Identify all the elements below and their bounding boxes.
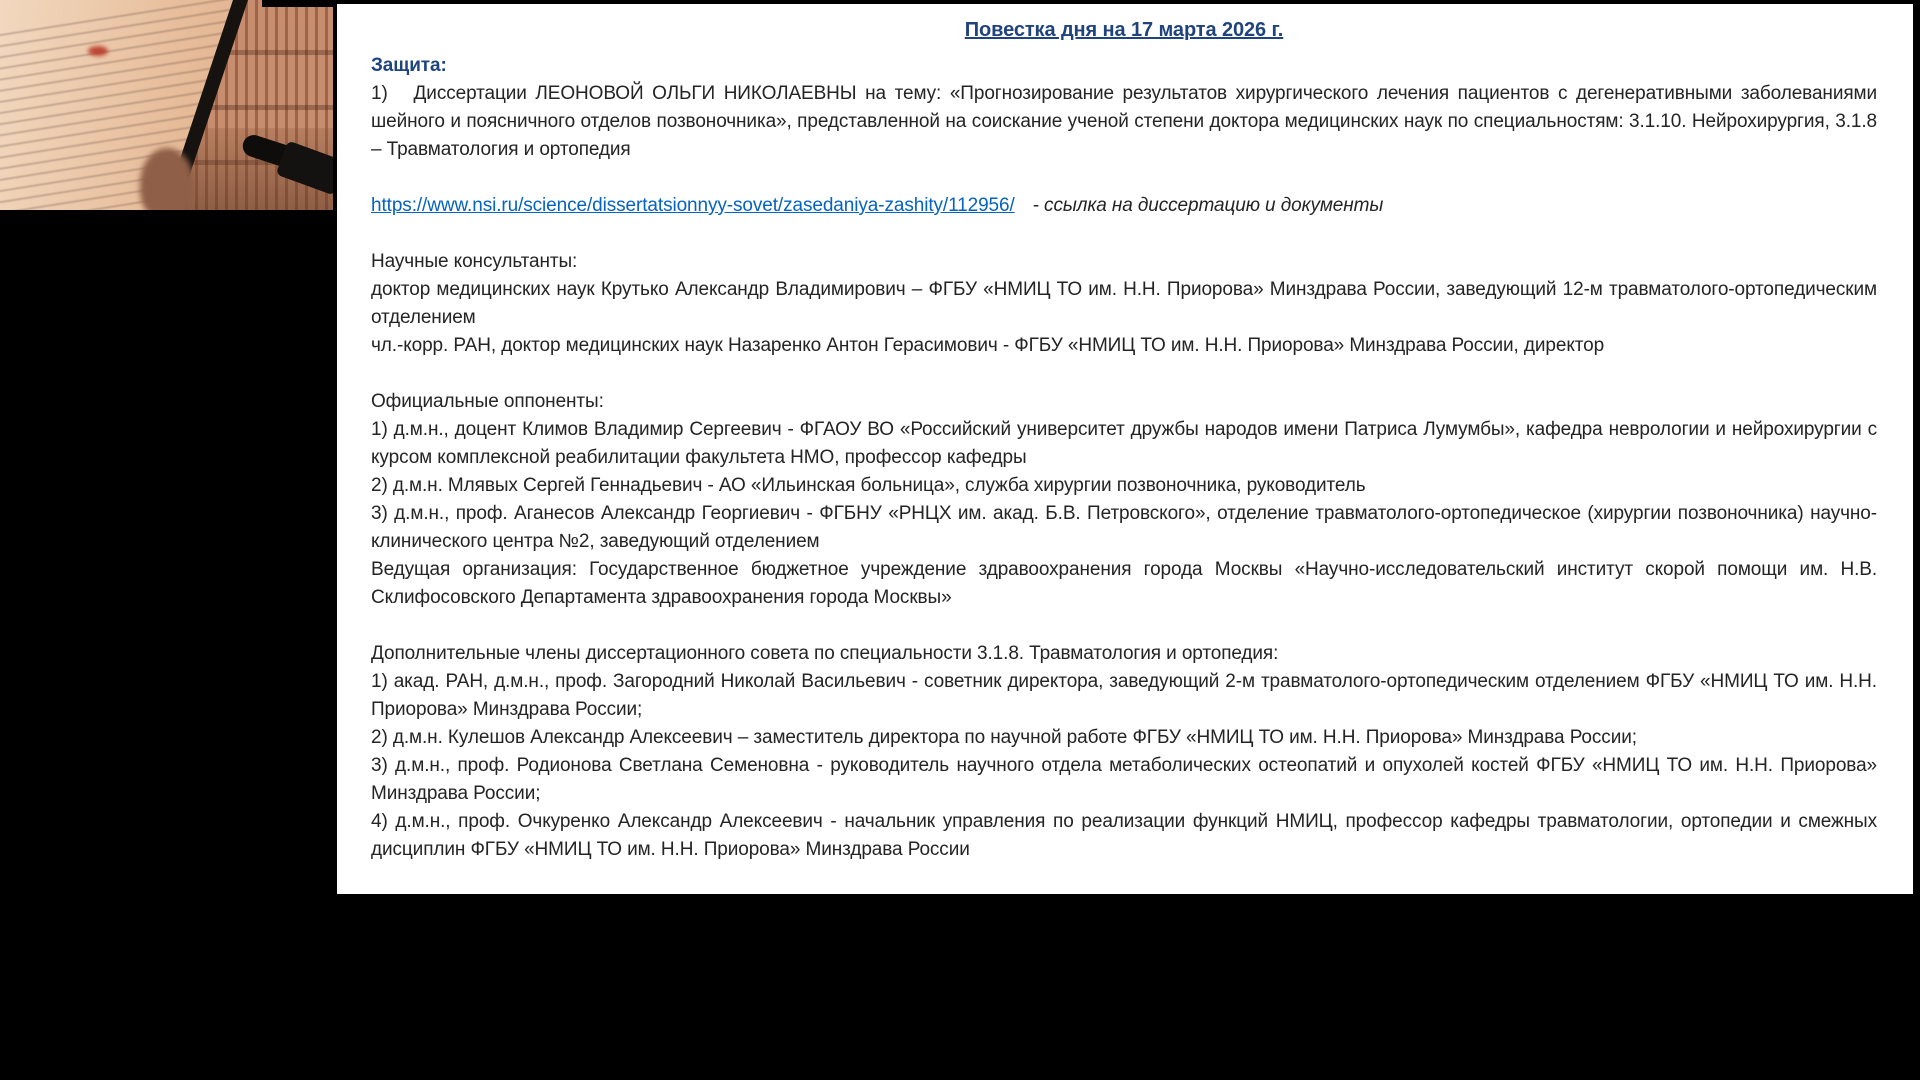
spacer — [371, 164, 1877, 192]
leading-organization: Ведущая организация: Государственное бюджетное учреждение здравоохранения города Москвы «Научно-исследовательский институт скорой помощи им. Н.В. Склифосовского Департамента здравоохранения города Москвы» — [371, 559, 1877, 608]
dissertation-link[interactable]: https://www.nsi.ru/science/dissertatsionnyy-sovet/zasedaniya-zashity/112956/ — [371, 195, 1015, 216]
consultant-item: доктор медицинских наук Крутько Александр Владимирович – ФГБУ «НМИЦ ТО им. Н.Н. Приорова» Минздрава России, заведующий 12-м травматолого-ортопедическим отделением — [371, 279, 1877, 328]
opponent-item: 1) д.м.н., доцент Климов Владимир Сергеевич - ФГАОУ ВО «Российский университет дружбы народов имени Патриса Лумумбы», кафедра неврологии и нейрохирургии с курсом комплексной реабилитации факультета НМО, профессор кафедры — [371, 419, 1877, 468]
opponents-heading: Официальные оппоненты: — [371, 391, 604, 412]
spacer — [371, 360, 1877, 388]
presenter-shadow — [140, 148, 194, 210]
consultants-heading: Научные консультанты: — [371, 251, 578, 272]
agenda-slide — [337, 4, 1913, 894]
spacer — [371, 612, 1877, 640]
laser-pointer-dot — [88, 46, 108, 56]
spacer — [371, 220, 1877, 248]
additional-members-heading: Дополнительные члены диссертационного совета по специальности 3.1.8. Травматология и ортопедия: — [371, 643, 1279, 664]
link-line — [371, 192, 1877, 220]
link-note: - ссылка на диссертацию и документы — [1032, 195, 1384, 216]
consultant-item: чл.-корр. РАН, доктор медицинских наук Назаренко Антон Герасимович - ФГБУ «НМИЦ ТО им. Н.Н. Приорова» Минздрава России, директор — [371, 335, 1605, 356]
defense-item: 1) Диссертации ЛЕОНОВОЙ ОЛЬГИ НИКОЛАЕВНЫ на тему: «Прогнозирование результатов хирургического лечения пациентов с дегенеративными заболеваниями шейного и поясничного отделов позвоночника», представленной на соискание ученой степени доктора медицинских наук по специальностям: 3.1.10. Нейрохирургия, 3.1.8 – Травматология и ортопедия — [371, 83, 1877, 160]
additional-member-item: 4) д.м.н., проф. Очкуренко Александр Алексеевич - начальник управления по реализации функций НМИЦ, профессор кафедры травматологии, ортопедии и смежных дисциплин ФГБУ «НМИЦ ТО им. Н.Н. Приорова» Минздрава России — [371, 811, 1877, 860]
additional-member-item: 1) акад. РАН, д.м.н., проф. Загородний Николай Васильевич - советник директора, заведующий 2-м травматолого-ортопедическим отделением ФГБУ «НМИЦ ТО им. Н.Н. Приорова» Минздрава России; — [371, 671, 1877, 720]
additional-member-item: 3) д.м.н., проф. Родионова Светлана Семеновна - руководитель научного отдела метаболических остеопатий и опухолей костей ФГБУ «НМИЦ ТО им. Н.Н. Приорова» Минздрава России; — [371, 755, 1877, 804]
defense-heading: Защита: — [371, 55, 447, 76]
additional-member-item: 2) д.м.н. Кулешов Александр Алексеевич – заместитель директора по научной работе ФГБУ «НМИЦ ТО им. Н.Н. Приорова» Минздрава России; — [371, 727, 1637, 748]
page-title: Повестка дня на 17 марта 2026 г. — [964, 19, 1284, 41]
opponent-item: 3) д.м.н., проф. Аганесов Александр Георгиевич - ФГБНУ «РНЦХ им. акад. Б.В. Петровского», отделение травматолого-ортопедическое (хирургии позвоночника) научно-клинического центра №2, заведующий отделением — [371, 503, 1877, 552]
letterbox-strip — [262, 0, 333, 7]
camera-view — [0, 0, 333, 210]
opponent-item: 2) д.м.н. Млявых Сергей Геннадьевич - АО «Ильинская больница», служба хирургии позвоночника, руководитель — [371, 475, 1366, 496]
